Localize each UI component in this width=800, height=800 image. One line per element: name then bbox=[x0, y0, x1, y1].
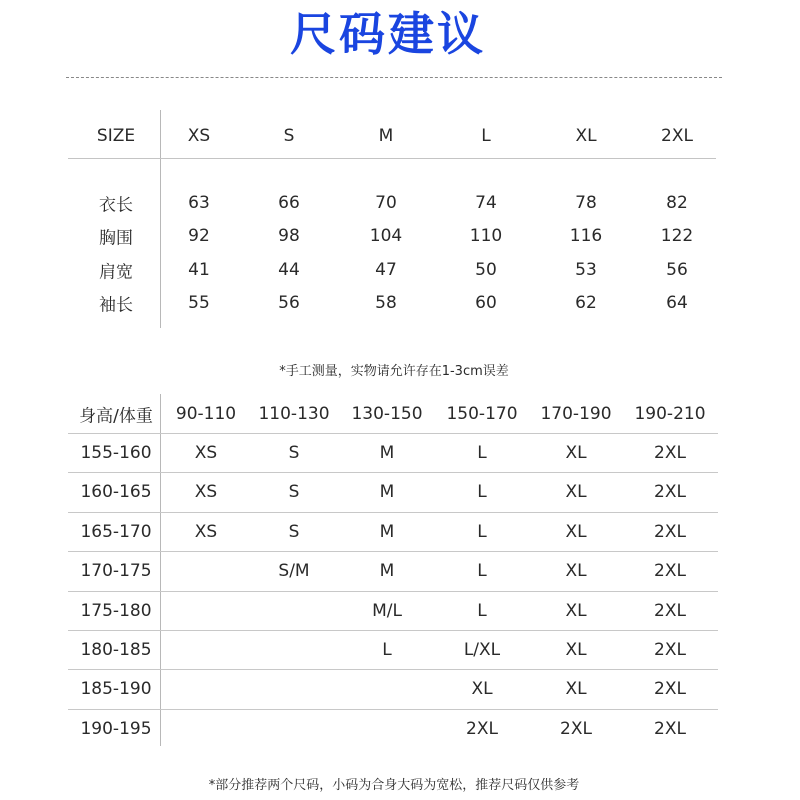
row-label: 190-195 bbox=[80, 718, 152, 739]
row-divider bbox=[68, 709, 718, 710]
table-cell: 110 bbox=[469, 226, 503, 246]
table-cell: 104 bbox=[369, 226, 403, 246]
table-cell: 2XL bbox=[654, 679, 686, 700]
row-label: 185-190 bbox=[80, 679, 152, 700]
table-cell: M/L bbox=[372, 600, 402, 621]
row-label: 155-160 bbox=[80, 443, 152, 463]
table-cell: 74 bbox=[475, 193, 497, 213]
row-divider bbox=[68, 591, 718, 592]
table-cell: XL bbox=[565, 482, 587, 503]
table-cell: 64 bbox=[666, 293, 688, 313]
table-cell: L bbox=[477, 561, 487, 582]
table-header-rule bbox=[68, 158, 716, 159]
row-divider bbox=[68, 669, 718, 670]
column-header: 110-130 bbox=[258, 404, 330, 424]
table-cell: XS bbox=[194, 521, 218, 542]
table-cell: 63 bbox=[188, 193, 210, 213]
table-cell: S/M bbox=[278, 561, 310, 582]
title-divider bbox=[66, 77, 722, 78]
table-cell: XS bbox=[194, 443, 218, 463]
table-cell: 2XL bbox=[654, 443, 686, 463]
column-header: 130-150 bbox=[351, 404, 423, 424]
table-cell: XL bbox=[565, 561, 587, 582]
row-divider bbox=[68, 551, 718, 552]
row-label: 180-185 bbox=[80, 640, 152, 660]
table-cell: 60 bbox=[475, 293, 497, 313]
column-header: 150-170 bbox=[446, 404, 518, 424]
table-cell: 44 bbox=[278, 260, 300, 280]
table-cell: S bbox=[288, 521, 300, 542]
table-cell: XL bbox=[565, 640, 587, 660]
column-header: 190-210 bbox=[634, 404, 706, 424]
table-cell: 53 bbox=[575, 260, 597, 280]
table-cell: 122 bbox=[660, 226, 694, 246]
measurement-table bbox=[68, 110, 716, 330]
row-label: 衣长 bbox=[99, 195, 133, 216]
measurement-note: *手工测量，实物请允许存在1-3cm误差 bbox=[279, 364, 509, 379]
table-cell: 2XL bbox=[654, 600, 686, 621]
table-vertical-rule bbox=[160, 110, 161, 328]
table-cell: 47 bbox=[375, 260, 397, 280]
table-cell: XL bbox=[565, 521, 587, 542]
table-cell: 98 bbox=[278, 226, 300, 246]
table-cell: XL bbox=[471, 679, 493, 700]
column-header: XL bbox=[575, 126, 597, 146]
table-cell: 62 bbox=[575, 293, 597, 313]
row-label: 160-165 bbox=[80, 482, 152, 503]
row-label: 175-180 bbox=[80, 600, 152, 621]
table-cell: L bbox=[477, 600, 487, 621]
row-divider bbox=[68, 433, 718, 434]
table-cell: M bbox=[379, 482, 395, 503]
table-cell: 78 bbox=[575, 193, 597, 213]
table-cell: S bbox=[288, 482, 300, 503]
column-header: XS bbox=[187, 126, 211, 146]
table-cell: 56 bbox=[666, 260, 688, 280]
row-label: 165-170 bbox=[80, 521, 152, 542]
column-header: 身高/体重 bbox=[79, 406, 153, 427]
table-cell: 2XL bbox=[654, 561, 686, 582]
table-cell: 2XL bbox=[654, 521, 686, 542]
table-cell: 2XL bbox=[654, 640, 686, 660]
row-label: 肩宽 bbox=[99, 262, 133, 283]
row-label: 袖长 bbox=[99, 295, 133, 316]
table-cell: 70 bbox=[375, 193, 397, 213]
table-cell: 66 bbox=[278, 193, 300, 213]
table-cell: XL bbox=[565, 443, 587, 463]
row-divider bbox=[68, 512, 718, 513]
size-recommendation-table bbox=[68, 394, 718, 750]
table-cell: S bbox=[288, 443, 300, 463]
table-cell: L bbox=[382, 640, 392, 660]
table-cell: 2XL bbox=[654, 718, 686, 739]
table-cell: 55 bbox=[188, 293, 210, 313]
table-cell: 56 bbox=[278, 293, 300, 313]
column-header: M bbox=[378, 126, 394, 146]
page-title: 尺码建议 bbox=[290, 7, 486, 61]
table-cell: XL bbox=[565, 600, 587, 621]
footer-note: *部分推荐两个尺码，小码为合身大码为宽松，推荐尺码仅供参考 bbox=[208, 778, 580, 793]
row-label: 胸围 bbox=[99, 228, 133, 249]
table-cell: 2XL bbox=[466, 718, 498, 739]
table-cell: XS bbox=[194, 482, 218, 503]
table-cell: 2XL bbox=[654, 482, 686, 503]
table-cell: XL bbox=[565, 679, 587, 700]
table-cell: 92 bbox=[188, 226, 210, 246]
table-cell: 41 bbox=[188, 260, 210, 280]
column-header: 170-190 bbox=[540, 404, 612, 424]
row-divider bbox=[68, 630, 718, 631]
row-divider bbox=[68, 472, 718, 473]
column-header: L bbox=[481, 126, 491, 146]
column-header: SIZE bbox=[96, 126, 136, 146]
table-cell: 2XL bbox=[560, 718, 592, 739]
table-cell: 82 bbox=[666, 193, 688, 213]
table-vertical-rule bbox=[160, 394, 161, 746]
column-header: S bbox=[283, 126, 295, 146]
table-cell: L bbox=[477, 482, 487, 503]
row-label: 170-175 bbox=[80, 561, 152, 582]
table-cell: 116 bbox=[569, 226, 603, 246]
column-header: 2XL bbox=[661, 126, 693, 146]
table-cell: L/XL bbox=[463, 640, 501, 660]
table-cell: M bbox=[379, 521, 395, 542]
table-cell: L bbox=[477, 521, 487, 542]
table-cell: M bbox=[379, 443, 395, 463]
table-cell: 58 bbox=[375, 293, 397, 313]
table-cell: L bbox=[477, 443, 487, 463]
table-cell: M bbox=[379, 561, 395, 582]
column-header: 90-110 bbox=[175, 404, 237, 424]
table-cell: 50 bbox=[475, 260, 497, 280]
